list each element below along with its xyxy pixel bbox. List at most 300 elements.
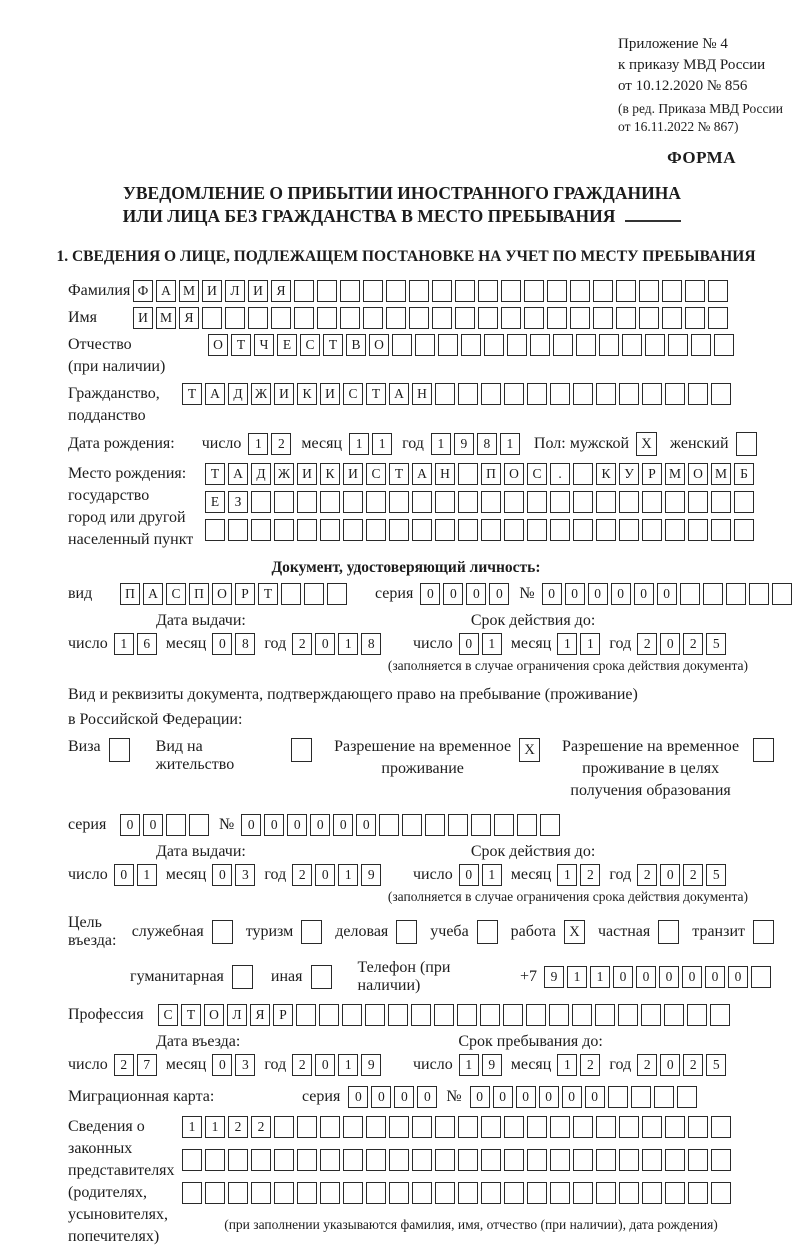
char-cell[interactable]: [251, 491, 271, 513]
char-cell[interactable]: [517, 814, 537, 836]
purpose-business-checkbox[interactable]: [396, 920, 417, 944]
purpose-study-checkbox[interactable]: [477, 920, 498, 944]
char-cell[interactable]: 0: [459, 864, 479, 886]
char-cell[interactable]: Т: [366, 383, 386, 405]
char-cell[interactable]: 0: [356, 814, 376, 836]
char-cell[interactable]: 9: [482, 1054, 502, 1076]
char-cell[interactable]: [642, 519, 662, 541]
char-cell[interactable]: [386, 307, 406, 329]
char-cell[interactable]: [622, 334, 642, 356]
char-cell[interactable]: [619, 1149, 639, 1171]
char-cell[interactable]: 1: [182, 1116, 202, 1138]
char-cell[interactable]: [711, 519, 731, 541]
char-cell[interactable]: К: [320, 463, 340, 485]
char-cell[interactable]: [688, 1182, 708, 1204]
char-cell[interactable]: 0: [212, 633, 232, 655]
char-cell[interactable]: [205, 1182, 225, 1204]
char-cell[interactable]: [708, 280, 728, 302]
char-cell[interactable]: [573, 519, 593, 541]
char-cell[interactable]: 0: [120, 814, 140, 836]
char-cell[interactable]: 9: [454, 433, 474, 455]
char-cell[interactable]: А: [205, 383, 225, 405]
char-cell[interactable]: В: [346, 334, 366, 356]
char-cell[interactable]: [526, 1004, 546, 1026]
char-cell[interactable]: [662, 280, 682, 302]
char-cell[interactable]: 0: [728, 966, 748, 988]
char-cell[interactable]: [596, 1149, 616, 1171]
char-cell[interactable]: [435, 383, 455, 405]
char-cell[interactable]: Т: [258, 583, 278, 605]
char-cell[interactable]: 0: [459, 633, 479, 655]
char-cell[interactable]: И: [343, 463, 363, 485]
char-cell[interactable]: [664, 1004, 684, 1026]
char-cell[interactable]: 1: [338, 864, 358, 886]
char-cell[interactable]: [297, 519, 317, 541]
char-cell[interactable]: 0: [659, 966, 679, 988]
char-cell[interactable]: 0: [489, 583, 509, 605]
char-cell[interactable]: 1: [557, 864, 577, 886]
char-cell[interactable]: [685, 307, 705, 329]
char-cell[interactable]: [389, 1116, 409, 1138]
char-cell[interactable]: [435, 519, 455, 541]
char-cell[interactable]: [549, 1004, 569, 1026]
char-cell[interactable]: [412, 1116, 432, 1138]
char-cell[interactable]: 2: [637, 1054, 657, 1076]
char-cell[interactable]: [772, 583, 792, 605]
char-cell[interactable]: А: [143, 583, 163, 605]
char-cell[interactable]: [458, 383, 478, 405]
char-cell[interactable]: 0: [241, 814, 261, 836]
char-cell[interactable]: 8: [477, 433, 497, 455]
char-cell[interactable]: Ж: [251, 383, 271, 405]
char-cell[interactable]: 0: [315, 633, 335, 655]
char-cell[interactable]: [189, 814, 209, 836]
char-cell[interactable]: [665, 1149, 685, 1171]
char-cell[interactable]: [457, 1004, 477, 1026]
char-cell[interactable]: Д: [251, 463, 271, 485]
char-cell[interactable]: 0: [470, 1086, 490, 1108]
char-cell[interactable]: [688, 1116, 708, 1138]
char-cell[interactable]: 0: [493, 1086, 513, 1108]
char-cell[interactable]: [274, 1182, 294, 1204]
char-cell[interactable]: [274, 491, 294, 513]
char-cell[interactable]: 0: [212, 864, 232, 886]
char-cell[interactable]: [572, 1004, 592, 1026]
purpose-private-checkbox[interactable]: [658, 920, 679, 944]
char-cell[interactable]: 5: [706, 864, 726, 886]
char-cell[interactable]: [501, 307, 521, 329]
char-cell[interactable]: [461, 334, 481, 356]
char-cell[interactable]: [524, 307, 544, 329]
char-cell[interactable]: [366, 1182, 386, 1204]
char-cell[interactable]: [503, 1004, 523, 1026]
char-cell[interactable]: П: [189, 583, 209, 605]
char-cell[interactable]: 5: [706, 633, 726, 655]
char-cell[interactable]: [251, 519, 271, 541]
char-cell[interactable]: [205, 519, 225, 541]
char-cell[interactable]: [550, 1116, 570, 1138]
char-cell[interactable]: [596, 1116, 616, 1138]
char-cell[interactable]: Е: [277, 334, 297, 356]
char-cell[interactable]: 1: [580, 633, 600, 655]
char-cell[interactable]: [619, 383, 639, 405]
char-cell[interactable]: [471, 814, 491, 836]
char-cell[interactable]: [642, 1182, 662, 1204]
char-cell[interactable]: [320, 1182, 340, 1204]
char-cell[interactable]: [573, 383, 593, 405]
char-cell[interactable]: [595, 1004, 615, 1026]
char-cell[interactable]: 1: [372, 433, 392, 455]
char-cell[interactable]: Б: [734, 463, 754, 485]
char-cell[interactable]: [412, 1182, 432, 1204]
visa-checkbox[interactable]: [109, 738, 130, 762]
temp-residence-edu-checkbox[interactable]: [753, 738, 774, 762]
char-cell[interactable]: [573, 1182, 593, 1204]
char-cell[interactable]: [389, 491, 409, 513]
char-cell[interactable]: [576, 334, 596, 356]
char-cell[interactable]: [527, 491, 547, 513]
char-cell[interactable]: [388, 1004, 408, 1026]
char-cell[interactable]: М: [711, 463, 731, 485]
char-cell[interactable]: [340, 280, 360, 302]
char-cell[interactable]: [365, 1004, 385, 1026]
char-cell[interactable]: [379, 814, 399, 836]
char-cell[interactable]: 3: [235, 864, 255, 886]
char-cell[interactable]: [749, 583, 769, 605]
char-cell[interactable]: [297, 1149, 317, 1171]
char-cell[interactable]: Т: [231, 334, 251, 356]
char-cell[interactable]: [363, 307, 383, 329]
char-cell[interactable]: [366, 1149, 386, 1171]
char-cell[interactable]: 2: [683, 864, 703, 886]
char-cell[interactable]: [481, 383, 501, 405]
char-cell[interactable]: [458, 1116, 478, 1138]
char-cell[interactable]: [639, 307, 659, 329]
char-cell[interactable]: Т: [182, 383, 202, 405]
char-cell[interactable]: [550, 1182, 570, 1204]
char-cell[interactable]: Л: [227, 1004, 247, 1026]
char-cell[interactable]: [599, 334, 619, 356]
char-cell[interactable]: [642, 1149, 662, 1171]
char-cell[interactable]: [524, 280, 544, 302]
char-cell[interactable]: К: [297, 383, 317, 405]
char-cell[interactable]: 1: [567, 966, 587, 988]
char-cell[interactable]: 1: [459, 1054, 479, 1076]
char-cell[interactable]: [608, 1086, 628, 1108]
char-cell[interactable]: М: [179, 280, 199, 302]
char-cell[interactable]: 1: [349, 433, 369, 455]
char-cell[interactable]: [547, 280, 567, 302]
char-cell[interactable]: 7: [137, 1054, 157, 1076]
char-cell[interactable]: [714, 334, 734, 356]
char-cell[interactable]: 0: [371, 1086, 391, 1108]
char-cell[interactable]: [182, 1149, 202, 1171]
char-cell[interactable]: 0: [562, 1086, 582, 1108]
char-cell[interactable]: [320, 1149, 340, 1171]
char-cell[interactable]: 1: [482, 633, 502, 655]
char-cell[interactable]: Ж: [274, 463, 294, 485]
char-cell[interactable]: О: [204, 1004, 224, 1026]
char-cell[interactable]: [494, 814, 514, 836]
char-cell[interactable]: [432, 307, 452, 329]
char-cell[interactable]: [481, 1149, 501, 1171]
char-cell[interactable]: [412, 519, 432, 541]
char-cell[interactable]: [507, 334, 527, 356]
char-cell[interactable]: Д: [228, 383, 248, 405]
char-cell[interactable]: 0: [315, 864, 335, 886]
purpose-transit-checkbox[interactable]: [753, 920, 774, 944]
char-cell[interactable]: 0: [443, 583, 463, 605]
char-cell[interactable]: [182, 1182, 202, 1204]
char-cell[interactable]: [409, 307, 429, 329]
char-cell[interactable]: [317, 280, 337, 302]
char-cell[interactable]: [434, 1004, 454, 1026]
char-cell[interactable]: [596, 1182, 616, 1204]
char-cell[interactable]: [711, 491, 731, 513]
char-cell[interactable]: 2: [292, 1054, 312, 1076]
char-cell[interactable]: 0: [565, 583, 585, 605]
char-cell[interactable]: [616, 307, 636, 329]
char-cell[interactable]: Ч: [254, 334, 274, 356]
char-cell[interactable]: [455, 280, 475, 302]
char-cell[interactable]: 2: [228, 1116, 248, 1138]
purpose-other-checkbox[interactable]: [311, 965, 332, 989]
char-cell[interactable]: Я: [250, 1004, 270, 1026]
char-cell[interactable]: [297, 1182, 317, 1204]
char-cell[interactable]: [665, 1182, 685, 1204]
char-cell[interactable]: [458, 491, 478, 513]
char-cell[interactable]: 1: [338, 633, 358, 655]
char-cell[interactable]: 0: [394, 1086, 414, 1108]
char-cell[interactable]: [392, 334, 412, 356]
char-cell[interactable]: [570, 307, 590, 329]
char-cell[interactable]: 0: [516, 1086, 536, 1108]
char-cell[interactable]: [251, 1149, 271, 1171]
char-cell[interactable]: 0: [287, 814, 307, 836]
char-cell[interactable]: П: [481, 463, 501, 485]
char-cell[interactable]: [343, 1116, 363, 1138]
char-cell[interactable]: [458, 1182, 478, 1204]
char-cell[interactable]: [553, 334, 573, 356]
char-cell[interactable]: [527, 1149, 547, 1171]
char-cell[interactable]: [734, 491, 754, 513]
char-cell[interactable]: 6: [137, 633, 157, 655]
temp-residence-checkbox[interactable]: X: [519, 738, 540, 762]
char-cell[interactable]: О: [212, 583, 232, 605]
char-cell[interactable]: 2: [271, 433, 291, 455]
char-cell[interactable]: [685, 280, 705, 302]
char-cell[interactable]: 0: [333, 814, 353, 836]
char-cell[interactable]: [688, 383, 708, 405]
char-cell[interactable]: [618, 1004, 638, 1026]
char-cell[interactable]: 0: [682, 966, 702, 988]
char-cell[interactable]: С: [366, 463, 386, 485]
char-cell[interactable]: 0: [310, 814, 330, 836]
char-cell[interactable]: И: [133, 307, 153, 329]
char-cell[interactable]: [668, 334, 688, 356]
char-cell[interactable]: [527, 1116, 547, 1138]
char-cell[interactable]: [455, 307, 475, 329]
char-cell[interactable]: [641, 1004, 661, 1026]
char-cell[interactable]: 0: [264, 814, 284, 836]
char-cell[interactable]: С: [343, 383, 363, 405]
char-cell[interactable]: [596, 383, 616, 405]
char-cell[interactable]: [619, 1116, 639, 1138]
char-cell[interactable]: [389, 519, 409, 541]
char-cell[interactable]: [691, 334, 711, 356]
char-cell[interactable]: [343, 1182, 363, 1204]
char-cell[interactable]: [688, 1149, 708, 1171]
char-cell[interactable]: [550, 519, 570, 541]
char-cell[interactable]: [296, 1004, 316, 1026]
char-cell[interactable]: Я: [179, 307, 199, 329]
char-cell[interactable]: 8: [235, 633, 255, 655]
char-cell[interactable]: [271, 307, 291, 329]
char-cell[interactable]: [504, 383, 524, 405]
char-cell[interactable]: [726, 583, 746, 605]
char-cell[interactable]: [504, 491, 524, 513]
char-cell[interactable]: [570, 280, 590, 302]
char-cell[interactable]: [281, 583, 301, 605]
char-cell[interactable]: [593, 280, 613, 302]
char-cell[interactable]: [504, 1182, 524, 1204]
char-cell[interactable]: [340, 307, 360, 329]
char-cell[interactable]: [687, 1004, 707, 1026]
char-cell[interactable]: 0: [539, 1086, 559, 1108]
char-cell[interactable]: 0: [585, 1086, 605, 1108]
char-cell[interactable]: [386, 280, 406, 302]
char-cell[interactable]: [480, 1004, 500, 1026]
char-cell[interactable]: [317, 307, 337, 329]
char-cell[interactable]: [593, 307, 613, 329]
char-cell[interactable]: 1: [137, 864, 157, 886]
char-cell[interactable]: А: [228, 463, 248, 485]
residence-permit-checkbox[interactable]: [291, 738, 312, 762]
char-cell[interactable]: [573, 1116, 593, 1138]
char-cell[interactable]: И: [248, 280, 268, 302]
char-cell[interactable]: [708, 307, 728, 329]
char-cell[interactable]: [619, 491, 639, 513]
char-cell[interactable]: О: [369, 334, 389, 356]
char-cell[interactable]: [205, 1149, 225, 1171]
char-cell[interactable]: 0: [114, 864, 134, 886]
char-cell[interactable]: 0: [705, 966, 725, 988]
char-cell[interactable]: [481, 519, 501, 541]
char-cell[interactable]: [366, 519, 386, 541]
char-cell[interactable]: [481, 491, 501, 513]
char-cell[interactable]: [711, 1116, 731, 1138]
char-cell[interactable]: [639, 280, 659, 302]
char-cell[interactable]: [665, 491, 685, 513]
char-cell[interactable]: 0: [542, 583, 562, 605]
char-cell[interactable]: Е: [205, 491, 225, 513]
char-cell[interactable]: 2: [580, 1054, 600, 1076]
char-cell[interactable]: [688, 519, 708, 541]
char-cell[interactable]: 1: [557, 1054, 577, 1076]
char-cell[interactable]: [527, 383, 547, 405]
char-cell[interactable]: [619, 519, 639, 541]
purpose-humanitarian-checkbox[interactable]: [232, 965, 253, 989]
char-cell[interactable]: [665, 519, 685, 541]
char-cell[interactable]: [662, 307, 682, 329]
char-cell[interactable]: [320, 491, 340, 513]
char-cell[interactable]: [734, 519, 754, 541]
char-cell[interactable]: [251, 1182, 271, 1204]
char-cell[interactable]: С: [300, 334, 320, 356]
char-cell[interactable]: [319, 1004, 339, 1026]
char-cell[interactable]: 1: [500, 433, 520, 455]
char-cell[interactable]: [501, 280, 521, 302]
char-cell[interactable]: [481, 1182, 501, 1204]
char-cell[interactable]: [274, 1149, 294, 1171]
char-cell[interactable]: [435, 1116, 455, 1138]
char-cell[interactable]: 1: [248, 433, 268, 455]
char-cell[interactable]: [458, 519, 478, 541]
char-cell[interactable]: А: [389, 383, 409, 405]
char-cell[interactable]: [304, 583, 324, 605]
char-cell[interactable]: [297, 1116, 317, 1138]
char-cell[interactable]: [458, 1149, 478, 1171]
char-cell[interactable]: [411, 1004, 431, 1026]
char-cell[interactable]: К: [596, 463, 616, 485]
char-cell[interactable]: [596, 491, 616, 513]
char-cell[interactable]: [478, 280, 498, 302]
char-cell[interactable]: [435, 1149, 455, 1171]
char-cell[interactable]: [274, 1116, 294, 1138]
char-cell[interactable]: 2: [292, 864, 312, 886]
char-cell[interactable]: [550, 491, 570, 513]
char-cell[interactable]: Я: [271, 280, 291, 302]
purpose-official-checkbox[interactable]: [212, 920, 233, 944]
char-cell[interactable]: А: [412, 463, 432, 485]
char-cell[interactable]: [435, 491, 455, 513]
char-cell[interactable]: [550, 1149, 570, 1171]
char-cell[interactable]: Т: [205, 463, 225, 485]
char-cell[interactable]: 0: [588, 583, 608, 605]
char-cell[interactable]: [327, 583, 347, 605]
char-cell[interactable]: [688, 491, 708, 513]
char-cell[interactable]: [228, 1182, 248, 1204]
char-cell[interactable]: 1: [338, 1054, 358, 1076]
char-cell[interactable]: [412, 491, 432, 513]
char-cell[interactable]: [412, 1149, 432, 1171]
char-cell[interactable]: Р: [273, 1004, 293, 1026]
char-cell[interactable]: [504, 519, 524, 541]
char-cell[interactable]: [619, 1182, 639, 1204]
char-cell[interactable]: 0: [636, 966, 656, 988]
char-cell[interactable]: [166, 814, 186, 836]
char-cell[interactable]: [294, 280, 314, 302]
char-cell[interactable]: [274, 519, 294, 541]
char-cell[interactable]: 9: [544, 966, 564, 988]
char-cell[interactable]: [703, 583, 723, 605]
char-cell[interactable]: И: [202, 280, 222, 302]
char-cell[interactable]: [458, 463, 478, 485]
female-checkbox[interactable]: [736, 432, 757, 456]
char-cell[interactable]: [573, 463, 593, 485]
char-cell[interactable]: [320, 519, 340, 541]
char-cell[interactable]: [320, 1116, 340, 1138]
char-cell[interactable]: [677, 1086, 697, 1108]
char-cell[interactable]: 2: [683, 633, 703, 655]
purpose-tourism-checkbox[interactable]: [301, 920, 322, 944]
char-cell[interactable]: 0: [466, 583, 486, 605]
char-cell[interactable]: [343, 519, 363, 541]
char-cell[interactable]: [547, 307, 567, 329]
char-cell[interactable]: 2: [637, 633, 657, 655]
char-cell[interactable]: [665, 1116, 685, 1138]
char-cell[interactable]: [297, 491, 317, 513]
